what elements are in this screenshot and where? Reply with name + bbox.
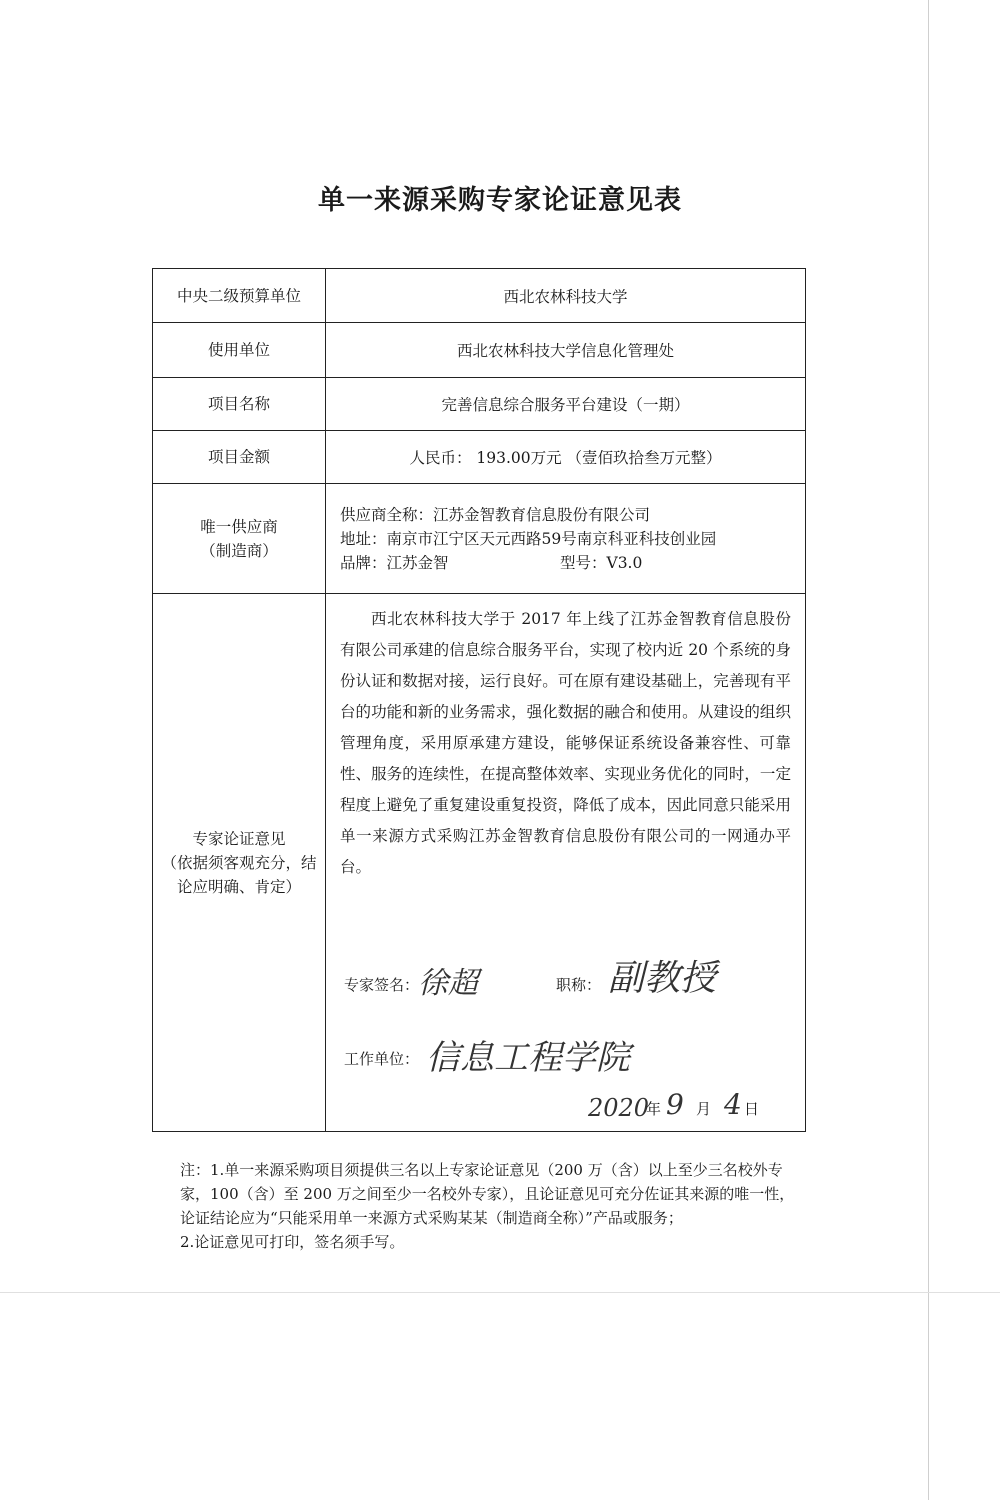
date-month-char: 月 [696,1100,712,1118]
handwritten-work-unit: 信息工程学院 [426,1038,630,1078]
label-project-name: 项目名称 [153,378,326,431]
note-line-2: 家，100（含）至 200 万之间至少一名校外专家），且论证意见可充分佐证其来源的唯一性， [180,1185,795,1203]
title-label: 职称： [556,976,602,994]
value-supplier [326,484,806,594]
label-opinion [153,594,326,1132]
date-year: 2020 [588,1094,650,1122]
date-month: 9 [666,1088,684,1121]
note-line-1: 注：1.单一来源采购项目须提供三名以上专家论证意见（200 万（含）以上至少三名校外专 [180,1161,783,1179]
label-using-unit: 使用单位 [153,323,326,378]
scan-edge-bottom [0,1292,1000,1293]
row-opinion [153,594,806,1132]
date-row [326,1086,805,1126]
work-unit-label: 工作单位： [344,1050,420,1068]
signature-row [326,956,805,1016]
label-supplier-line2: （制造商） [200,541,278,560]
label-opinion-line2: （依据须客观充分，结 [161,853,317,872]
notes [180,1158,820,1254]
label-supplier-line1: 唯一供应商 [200,517,278,536]
supplier-brand-row [340,551,791,575]
value-opinion [326,594,806,1132]
handwritten-title: 副教授 [608,958,717,999]
supplier-model: 型号：V3.0 [560,553,643,572]
value-project-amount: 人民币： 193.00万元 （壹佰玖拾叁万元整） [326,431,806,484]
opinion-text: 西北农林科技大学于 2017 年上线了江苏金智教育信息股份有限公司承建的信息综合服务平台，实现了校内近 20 个系统的身份认证和数据对接，运行良好。可在原有建设基础上，完善现有平台的功能和新的业务需求，强化数据的融合和使用。从建设的组织管理角度，采用原承建方建设，能够保证系统设备兼容性、可靠性、服务的连续性，在提高整体效率、实现业务优化的同时，一定程度上避免了重复建设重复投资，降低了成本，因此同意只能采用单一来源方式采购江苏金智教育信息股份有限公司的一网通办平台。 [340,610,791,876]
label-opinion-line1: 专家论证意见 [192,829,286,848]
value-using-unit: 西北农林科技大学信息化管理处 [326,323,806,378]
label-project-amount: 项目金额 [153,431,326,484]
label-opinion-line3: 论应明确、肯定） [176,877,301,896]
date-day-char: 日 [744,1100,760,1118]
row-supplier [153,484,806,594]
note-line-3: 论证结论应为“只能采用单一来源方式采购某某（制造商全称）”产品或服务； [180,1209,683,1227]
row-budget-unit [153,269,806,323]
handwritten-signature: 徐超 [418,966,478,1001]
supplier-brand: 品牌：江苏金智 [340,553,449,572]
value-project-name: 完善信息综合服务平台建设（一期） [326,378,806,431]
supplier-full-name: 供应商全称：江苏金智教育信息股份有限公司 [340,505,651,524]
opinion-form-table [152,268,806,1132]
date-day: 4 [724,1088,742,1121]
label-supplier [153,484,326,594]
row-using-unit [153,323,806,378]
label-budget-unit: 中央二级预算单位 [153,269,326,323]
work-unit-row [326,1030,805,1090]
date-year-char: 年 [646,1100,662,1118]
supplier-address: 地址：南京市江宁区天元西路59号南京科亚科技创业园 [340,529,717,548]
value-budget-unit: 西北农林科技大学 [326,269,806,323]
note-line-4: 2.论证意见可打印，签名须手写。 [180,1233,405,1251]
scan-edge-right [928,0,929,1500]
signature-label: 专家签名： [344,976,420,994]
row-project-amount [153,431,806,484]
document-title: 单一来源采购专家论证意见表 [318,185,682,216]
row-project-name [153,378,806,431]
